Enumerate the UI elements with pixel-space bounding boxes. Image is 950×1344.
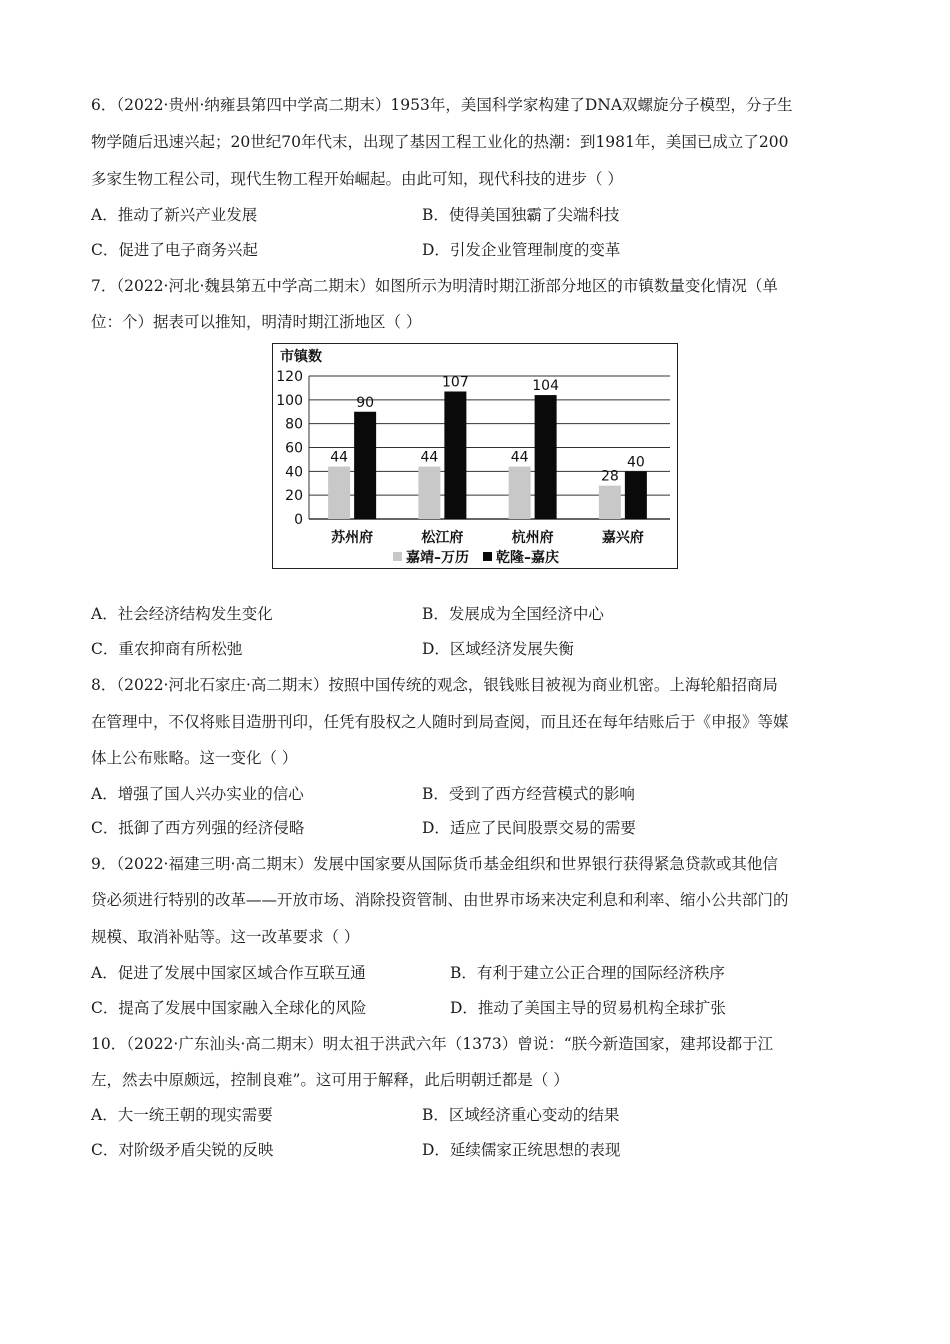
q7-stem-line-2: 位：个）据表可以推知，明清时期江浙地区（ ）	[91, 313, 422, 331]
q6-option-a[interactable]: A．推动了新兴产业发展	[91, 206, 258, 224]
chart-bars	[328, 391, 647, 519]
q9-stem-line-2: 贷必须进行特别的改革——开放市场、消除投资管制、由世界市场来决定利息和利率、缩小公共部门的	[91, 891, 789, 909]
chart-data-label: 107	[442, 374, 469, 391]
chart-bar	[535, 395, 557, 519]
q8-option-a[interactable]: A．增强了国人兴办实业的信心	[91, 785, 304, 803]
q6-option-b[interactable]: B．使得美国独霸了尖端科技	[422, 206, 620, 224]
chart-legend	[393, 549, 559, 566]
chart-y-tick-label: 40	[285, 464, 303, 481]
chart-data-label: 44	[330, 449, 349, 466]
q7-option-a[interactable]: A．社会经济结构发生变化	[91, 605, 273, 623]
chart-legend-swatch	[483, 552, 492, 561]
chart-y-tick-label: 60	[285, 440, 303, 457]
q8-option-d[interactable]: D．适应了民间股票交易的需要	[422, 819, 636, 837]
chart-x-tick-label: 杭州府	[511, 530, 554, 546]
chart-y-tick-label: 20	[285, 488, 303, 505]
q10-stem-line-1: 10．（2022·广东汕头·高二期末）明太祖于洪武六年（1373）曾说：“朕今新造国家，建邦设都于江	[91, 1035, 774, 1053]
q7-stem-line-1: 7．（2022·河北·魏县第五中学高二期末）如图所示为明清时期江浙部分地区的市镇数量变化情况（单	[91, 277, 778, 295]
q9-stem-line-1: 9．（2022·福建三明·高二期末）发展中国家要从国际货币基金组织和世界银行获得紧急贷款或其他信	[91, 855, 778, 873]
q7-option-b[interactable]: B．发展成为全国经济中心	[422, 605, 604, 623]
chart-legend-swatch	[393, 552, 402, 561]
q8-option-b[interactable]: B．受到了西方经营模式的影响	[422, 785, 635, 803]
chart-x-tick-label: 松江府	[421, 530, 464, 546]
q10-stem-line-2: 左，然去中原颇远，控制良难”。这可用于解释，此后明朝迁都是（ ）	[91, 1071, 569, 1089]
chart-bar	[418, 467, 440, 519]
chart-data-label: 90	[356, 394, 375, 411]
q7-option-d[interactable]: D．区域经济发展失衡	[422, 640, 574, 658]
chart-y-tick-label: 100	[276, 392, 303, 409]
q7-option-c[interactable]: C．重农抑商有所松弛	[91, 640, 243, 658]
q6-stem-line-3: 多家生物工程公司，现代生物工程开始崛起。由此可知，现代科技的进步（ ）	[91, 170, 623, 188]
chart-data-label: 28	[600, 468, 619, 485]
chart-bar	[444, 391, 466, 519]
chart-canvas	[273, 344, 676, 567]
chart-data-label: 44	[510, 449, 529, 466]
chart-y-axis-title: 市镇数	[280, 349, 322, 365]
chart-legend-label: 嘉靖–万历	[406, 550, 469, 566]
q10-option-b[interactable]: B．区域经济重心变动的结果	[422, 1106, 620, 1124]
chart-legend-label: 乾隆–嘉庆	[496, 550, 559, 566]
q9-stem-line-3: 规模、取消补贴等。这一改革要求（ ）	[91, 928, 360, 946]
q6-stem-line-2: 物学随后迅速兴起；20世纪70年代末，出现了基因工程工业化的热潮：到1981年，美国已成立了200	[91, 133, 789, 151]
q9-option-d[interactable]: D．推动了美国主导的贸易机构全球扩张	[450, 999, 726, 1017]
chart-data-label: 40	[626, 454, 645, 471]
chart-bar	[328, 467, 350, 519]
chart-y-tick-label: 80	[285, 416, 303, 433]
q10-option-d[interactable]: D．延续儒家正统思想的表现	[422, 1141, 621, 1159]
chart-bar	[625, 471, 647, 519]
q8-stem-line-2: 在管理中，不仅将账目造册刊印，任凭有股权之人随时到局查阅，而且还在每年结账后于《申报》等媒	[91, 713, 789, 731]
q8-stem-line-1: 8．（2022·河北石家庄·高二期末）按照中国传统的观念，银钱账目被视为商业机密。上海轮船招商局	[91, 676, 778, 694]
chart-data-label: 44	[420, 449, 439, 466]
chart-y-tick-label: 120	[276, 369, 303, 385]
town-count-bar-chart	[272, 343, 678, 569]
q10-option-a[interactable]: A．大一统王朝的现实需要	[91, 1106, 273, 1124]
q6-stem-line-1: 6．（2022·贵州·纳雍县第四中学高二期末）1953年，美国科学家构建了DNA双螺旋分子模型，分子生	[91, 96, 793, 114]
q6-option-c[interactable]: C．促进了电子商务兴起	[91, 241, 258, 259]
q9-option-c[interactable]: C．提高了发展中国家融入全球化的风险	[91, 999, 367, 1017]
chart-y-tick-label: 0	[294, 512, 303, 528]
chart-x-tick-label: 嘉兴府	[601, 530, 644, 546]
q6-option-d[interactable]: D．引发企业管理制度的变革	[422, 241, 621, 259]
chart-x-tick-label: 苏州府	[331, 530, 374, 546]
chart-data-label: 104	[532, 378, 559, 395]
chart-bar	[599, 486, 621, 519]
chart-bar	[354, 412, 376, 519]
q9-option-b[interactable]: B．有利于建立公正合理的国际经济秩序	[450, 964, 725, 982]
chart-bar	[509, 467, 531, 519]
q9-option-a[interactable]: A．促进了发展中国家区域合作互联互通	[91, 964, 366, 982]
q10-option-c[interactable]: C．对阶级矛盾尖锐的反映	[91, 1141, 274, 1159]
q8-stem-line-3: 体上公布账略。这一变化（ ）	[91, 749, 298, 767]
q8-option-c[interactable]: C．抵御了西方列强的经济侵略	[91, 819, 305, 837]
